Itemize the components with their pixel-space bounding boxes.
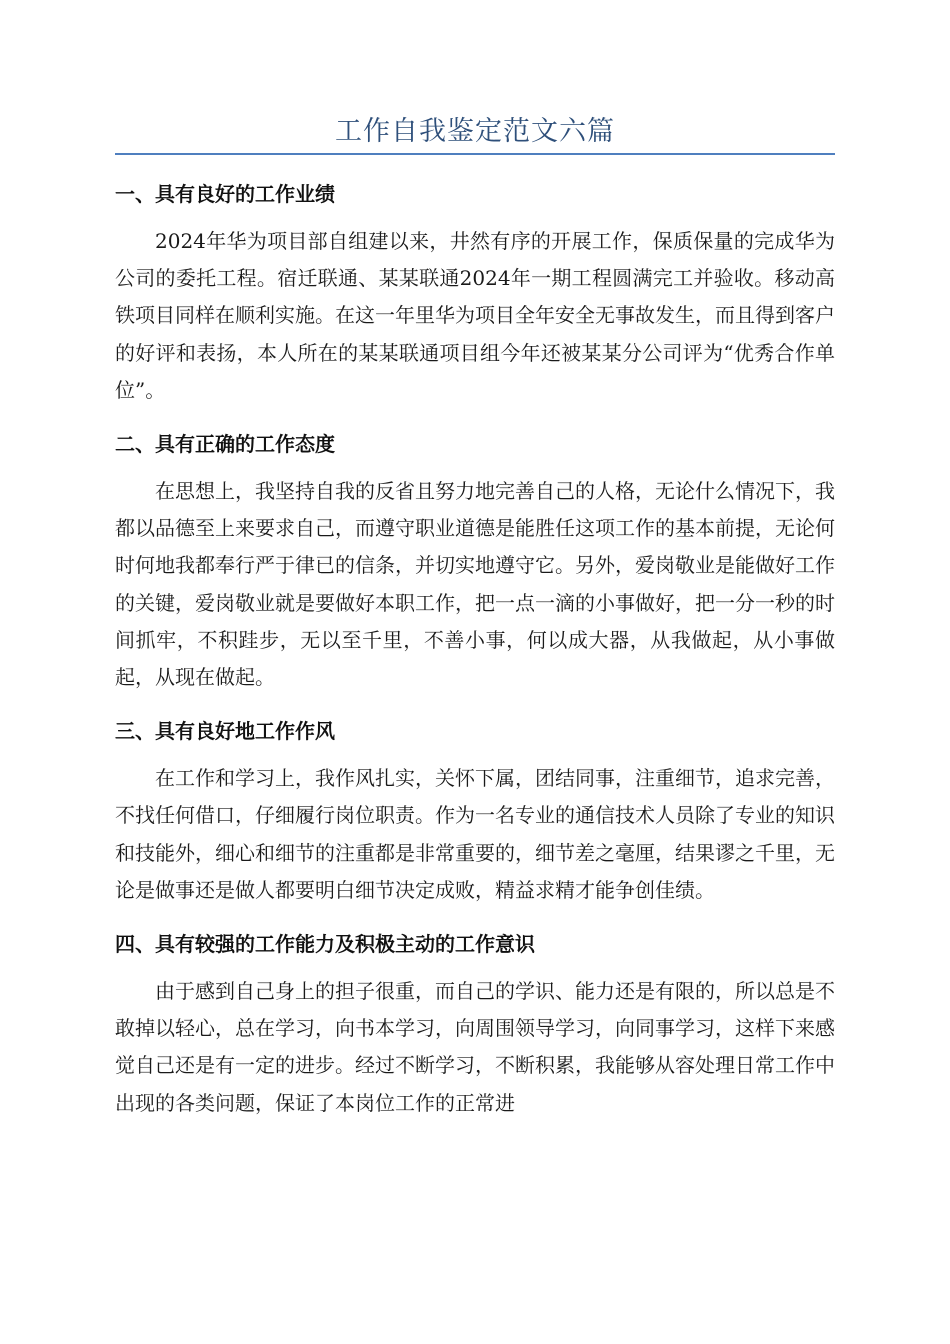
section-heading: 三、具有良好地工作作风 xyxy=(115,719,335,744)
section-work-ability xyxy=(115,923,835,1122)
title-underline xyxy=(115,153,835,155)
section-work-performance xyxy=(115,173,835,409)
section-work-attitude xyxy=(115,423,835,696)
section-work-style xyxy=(115,710,835,909)
section-heading: 二、具有正确的工作态度 xyxy=(115,432,335,457)
document-title: 工作自我鉴定范文六篇 xyxy=(335,116,615,147)
section-heading: 一、具有良好的工作业绩 xyxy=(115,182,335,206)
section-paragraph: 在思想上，我坚持自我的反省且努力地完善自己的人格，无论什么情况下，我都以品德至上来要求自己，而遵守职业道德是能胜任这项工作的基本前提，无论何时何地我都奉行严于律已的信条，并切实地遵守它。另外，爱岗敬业是能做好工作的关键，爱岗敬业就是要做好本职工作，把一点一滴的小事做好，把一分一秒的时间抓牢，不积跬步，无以至千里，不善小事，何以成大器，从我做起，从小事做起，从现在做起。 xyxy=(115,479,835,690)
document-body xyxy=(115,173,835,1136)
section-paragraph: 在工作和学习上，我作风扎实，关怀下属，团结同事，注重细节，追求完善，不找任何借口，仔细履行岗位职责。作为一名专业的通信技术人员除了专业的知识和技能外，细心和细节的注重都是非常重要的，细节差之毫厘，结果谬之千里，无论是做事还是做人都要明白细节决定成败，精益求精才能争创佳绩。 xyxy=(115,766,835,902)
section-paragraph: 由于感到自己身上的担子很重，而自己的学识、能力还是有限的，所以总是不敢掉以轻心，总在学习，向书本学习，向周围领导学习，向同事学习，这样下来感觉自己还是有一定的进步。经过不断学习，不断积累，我能够从容处理日常工作中出现的各类问题，保证了本岗位工作的正常进 xyxy=(115,979,835,1115)
section-heading: 四、具有较强的工作能力及积极主动的工作意识 xyxy=(115,932,535,957)
section-paragraph: 2024年华为项目部自组建以来，井然有序的开展工作，保质保量的完成华为公司的委托工程。宿迁联通、某某联通2024年一期工程圆满完工并验收。移动高铁项目同样在顺利实施。在这一年里华为项目全年安全无事故发生，而且得到客户的好评和表扬，本人所在的某某联通项目组今年还被某某分公司评为“优秀合作单位”。 xyxy=(115,229,835,402)
